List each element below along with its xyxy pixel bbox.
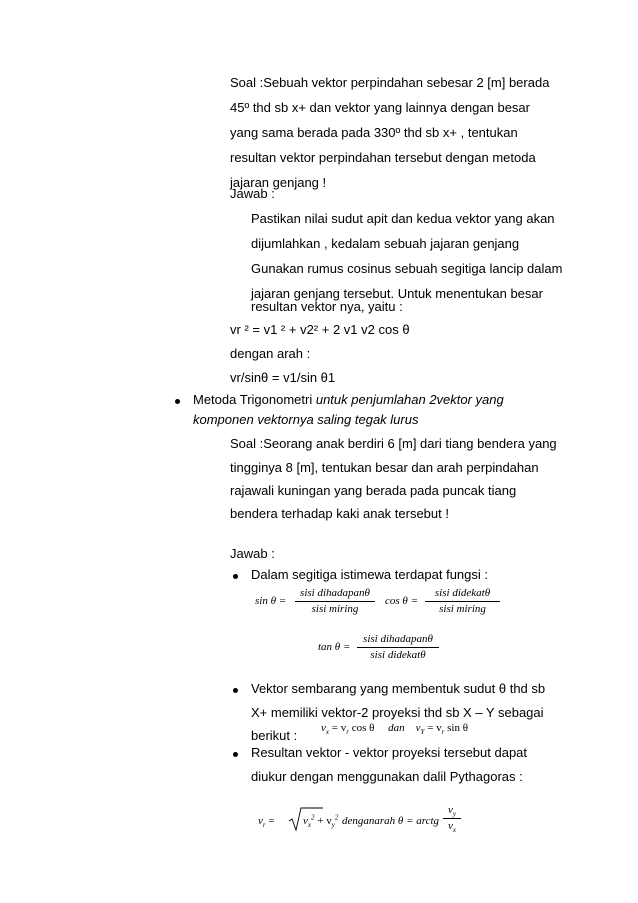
jawab-1-label: Jawab : <box>230 186 275 201</box>
step-line: dijumlahkan , kedalam sebuah jajaran genjang <box>251 236 520 251</box>
bullet-icon <box>233 574 238 579</box>
soal-1-line: 45º thd sb x+ dan vektor yang lainnya dengan besar <box>230 100 530 115</box>
section-heading <box>193 392 504 408</box>
sin-numerator: sisi dihadapanθ <box>295 587 375 602</box>
formula-line: vr/sinθ = v1/sin θ1 <box>230 370 336 385</box>
soal-2-line: Soal :Seorang anak berdiri 6 [m] dari tiang bendera yang <box>230 436 557 451</box>
tan-lhs: tan θ = <box>318 641 351 653</box>
bullet-2-line: berikut : <box>251 728 298 743</box>
section-heading-normal: Metoda Trigonometri <box>193 392 316 407</box>
sin-lhs: sin θ = <box>255 595 287 607</box>
formula-line: dengan arah : <box>230 346 311 361</box>
jawab-2-label: Jawab : <box>230 546 275 561</box>
soal-2-line: tingginya 8 [m], tentukan besar dan arah perpindahan <box>230 460 539 475</box>
bullet-icon <box>175 399 180 404</box>
section-heading-line2: komponen vektornya saling tegak lurus <box>193 412 419 427</box>
section-heading-italic: untuk penjumlahan 2vektor yang <box>315 392 504 407</box>
step-line: jajaran genjang tersebut. Untuk menentukan besar <box>251 286 543 301</box>
pythagoras-lhs: $v_r$ = <box>258 815 275 830</box>
pythagoras-direction: denganarah θ = arctg <box>342 815 440 827</box>
bullet-3-line: diukur dengan menggunakan dalil Pythagoras : <box>251 769 523 784</box>
sin-fraction <box>295 587 375 616</box>
bullet-icon <box>233 752 238 757</box>
soal-1-line: resultan vektor perpindahan tersebut dengan metoda <box>230 150 536 165</box>
cos-denominator: sisi miring <box>439 603 486 615</box>
soal-1-line: Soal :Sebuah vektor perpindahan sebesar 2 [m] berada <box>230 75 550 90</box>
step-line: Gunakan rumus cosinus sebuah segitiga lancip dalam <box>251 261 563 276</box>
bullet-2-line: X+ memiliki vektor-2 proyeksi thd sb X – Y sebagai <box>251 705 544 720</box>
arctg-fraction: $\frac{v_y}{v_x}$ <box>443 804 461 833</box>
bullet-1-text: Dalam segitiga istimewa terdapat fungsi : <box>251 567 489 582</box>
pythagoras-radicand: $v_x^2 + v_y^2$ <box>303 813 339 830</box>
soal-2-line: rajawali kuningan yang berada pada puncak tiang <box>230 483 517 498</box>
projection-formula: $v_x = v_r$ cos θ dan $v_Y = v_r$ sin θ <box>321 722 468 737</box>
sin-denominator: sisi miring <box>311 603 359 615</box>
tan-numerator: sisi dihadapanθ <box>357 633 439 648</box>
cos-fraction <box>425 587 500 616</box>
bullet-2-line: Vektor sembarang yang membentuk sudut θ thd sb <box>251 681 546 696</box>
tan-fraction <box>357 633 439 662</box>
bullet-3-line: Resultan vektor - vektor proyeksi tersebut dapat <box>251 745 528 760</box>
step-line: resultan vektor nya, yaitu : <box>251 299 403 314</box>
cos-lhs: cos θ = <box>385 595 418 607</box>
formula-line: vr ² = v1 ² + v2² + 2 v1 v2 cos θ <box>230 322 410 337</box>
bullet-icon <box>233 688 238 693</box>
soal-1-line: jajaran genjang ! <box>230 175 327 190</box>
step-line: Pastikan nilai sudut apit dan kedua vektor yang akan <box>251 211 555 226</box>
soal-1-line: yang sama berada pada 330º thd sb x+ , tentukan <box>230 125 518 140</box>
soal-2-line: bendera terhadap kaki anak tersebut ! <box>230 506 449 521</box>
cos-numerator: sisi didekatθ <box>425 587 500 602</box>
tan-denominator: sisi didekatθ <box>370 649 426 661</box>
